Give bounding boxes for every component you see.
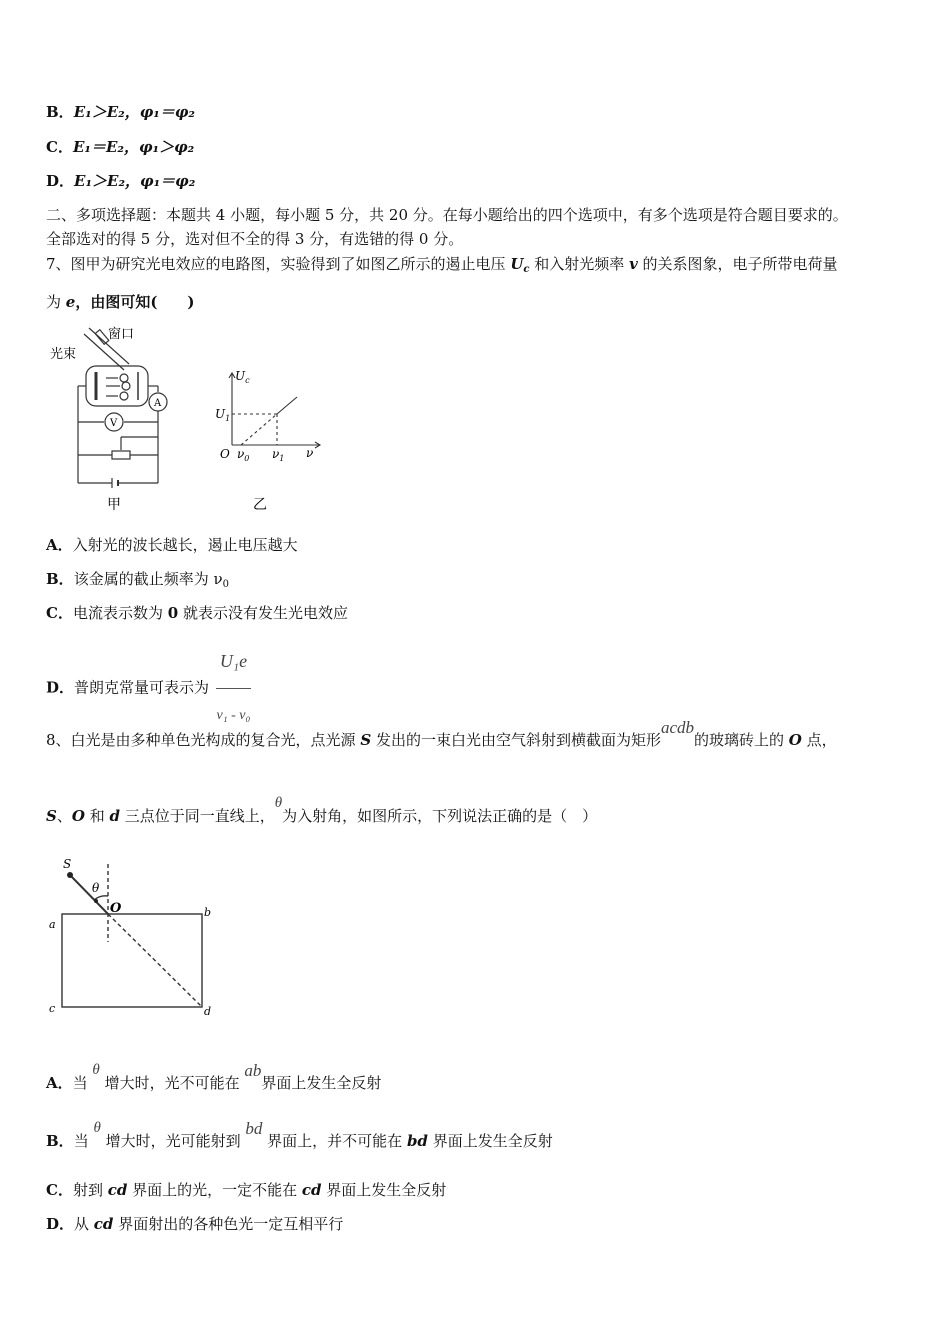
- electron-symbol: [120, 392, 128, 400]
- origin-label: O: [220, 447, 230, 461]
- extension-dashed: [241, 414, 277, 445]
- q6-option-c: [46, 137, 194, 157]
- theta-symbol: θ: [93, 1120, 101, 1136]
- q7-option-a: A．入射光的波长越长，遏止电压越大: [46, 536, 298, 554]
- section-heading-line1: 二、多项选择题：本题共 4 小题，每小题 5 分，共 20 分。在每小题给出的四个选项中，有多个选项是符合题目要求的。: [46, 206, 848, 224]
- label-beam: 光束: [50, 347, 77, 362]
- stem-text: 的关系图象，电子所带电荷量: [637, 255, 838, 273]
- q8-option-b: B．当 θ 增大时，光可能射到 bd 界面上，并不可能在 bd 界面上发生全反射: [46, 1119, 553, 1150]
- label-ammeter: A: [154, 398, 162, 409]
- x-axis-label: ν: [306, 446, 314, 460]
- option-label: D．: [46, 172, 75, 190]
- q7-figure-graph: [205, 365, 325, 515]
- q8-stem-line2: S、O 和 d 三点位于同一直线上，θ为入射角，如图所示，下列说法正确的是（ ）: [46, 795, 598, 825]
- window-slit: [95, 330, 109, 345]
- q8-option-a: A．当 θ 增大时，光不可能在 ab界面上发生全反射: [46, 1061, 382, 1092]
- incident-ray: [70, 875, 108, 914]
- q7-stem-line1: [46, 254, 838, 280]
- option-text: E₁＝E₂，φ₁＞φ₂: [72, 138, 195, 156]
- electron-symbol: [120, 374, 128, 382]
- label-voltmeter: V: [110, 418, 118, 429]
- option-text: E₁＞E₂，φ₁＝φ₂: [74, 172, 196, 190]
- bd-symbol: bd: [245, 1119, 263, 1138]
- q7-stem-line2: 为 e，由图可知( ): [46, 293, 195, 311]
- q6-option-b: [46, 102, 195, 122]
- q7-option-c: C．电流表示数为 0 就表示没有发生光电效应: [46, 604, 348, 622]
- q7-figure-circuit: [44, 320, 194, 515]
- arrow-point: [94, 899, 98, 903]
- planck-fraction: $\frac{\text{U₁e}}{\text{ν₁ - ν₀}}$: [216, 636, 251, 741]
- label-c: c: [49, 1002, 56, 1015]
- q8-option-c: C．射到 cd 界面上的光，一定不能在 cd 界面上发生全反射: [46, 1181, 447, 1199]
- caption-yi: 乙: [253, 497, 267, 513]
- q8-stem-line1: 8、白光是由多种单色光构成的复合光，点光源 S 发出的一束白光由空气斜射到横截面为矩形acdb的玻璃砖上的 O 点，: [46, 718, 837, 749]
- point-s: [67, 872, 73, 878]
- v1-label: $\nu_1$: [272, 447, 285, 463]
- label-a: a: [49, 918, 56, 931]
- caption-jia: 甲: [107, 497, 121, 513]
- q7-option-d: D．普朗克常量可表示为 $\frac{\text{U₁e}}{\text{ν₁ - ν₀}}$: [46, 636, 251, 741]
- stem-text: 和入射光频率: [529, 255, 630, 273]
- option-label: C．: [46, 138, 73, 156]
- section-heading-line2: 全部选对的得 5 分，选对但不全的得 3 分，有选错的得 0 分。: [46, 230, 464, 248]
- q8-figure-glass-block: [44, 852, 224, 1027]
- rheostat: [112, 451, 130, 459]
- theta-symbol: θ: [274, 795, 283, 811]
- label-s: S: [63, 857, 72, 871]
- stem-text: 7、图甲为研究光电效应的电路图，实验得到了如图乙所示的遏止电压: [46, 255, 511, 273]
- q7-option-b: B．该金属的截止频率为 $\nu_0$: [46, 570, 229, 590]
- acdb-symbol: acdb: [660, 718, 694, 737]
- option-label: B．: [46, 103, 74, 121]
- q6-option-d: [46, 171, 195, 191]
- e-symbol: e: [65, 293, 76, 311]
- label-b: b: [204, 906, 212, 919]
- v-symbol: v: [629, 255, 638, 273]
- q8-option-d: D．从 cd 界面射出的各种色光一定互相平行: [46, 1215, 344, 1233]
- uc-symbol: $U_c$: [510, 255, 530, 275]
- theta-symbol: θ: [92, 1062, 100, 1078]
- label-o: O: [110, 901, 122, 916]
- option-text: E₁＞E₂，φ₁＝φ₂: [73, 103, 195, 121]
- y-axis-label: $U_c$: [235, 369, 250, 385]
- glass-block-rect: [62, 914, 202, 1007]
- label-d: d: [204, 1005, 212, 1018]
- sod-line: [108, 914, 202, 1007]
- u1-label: $U_1$: [215, 407, 231, 423]
- label-window: 窗口: [108, 327, 135, 342]
- electron-symbol: [122, 382, 130, 390]
- label-theta: θ: [92, 881, 100, 895]
- graph-line: [277, 397, 297, 414]
- ab-symbol: ab: [244, 1061, 262, 1080]
- v0-label: $\nu_0$: [237, 447, 250, 463]
